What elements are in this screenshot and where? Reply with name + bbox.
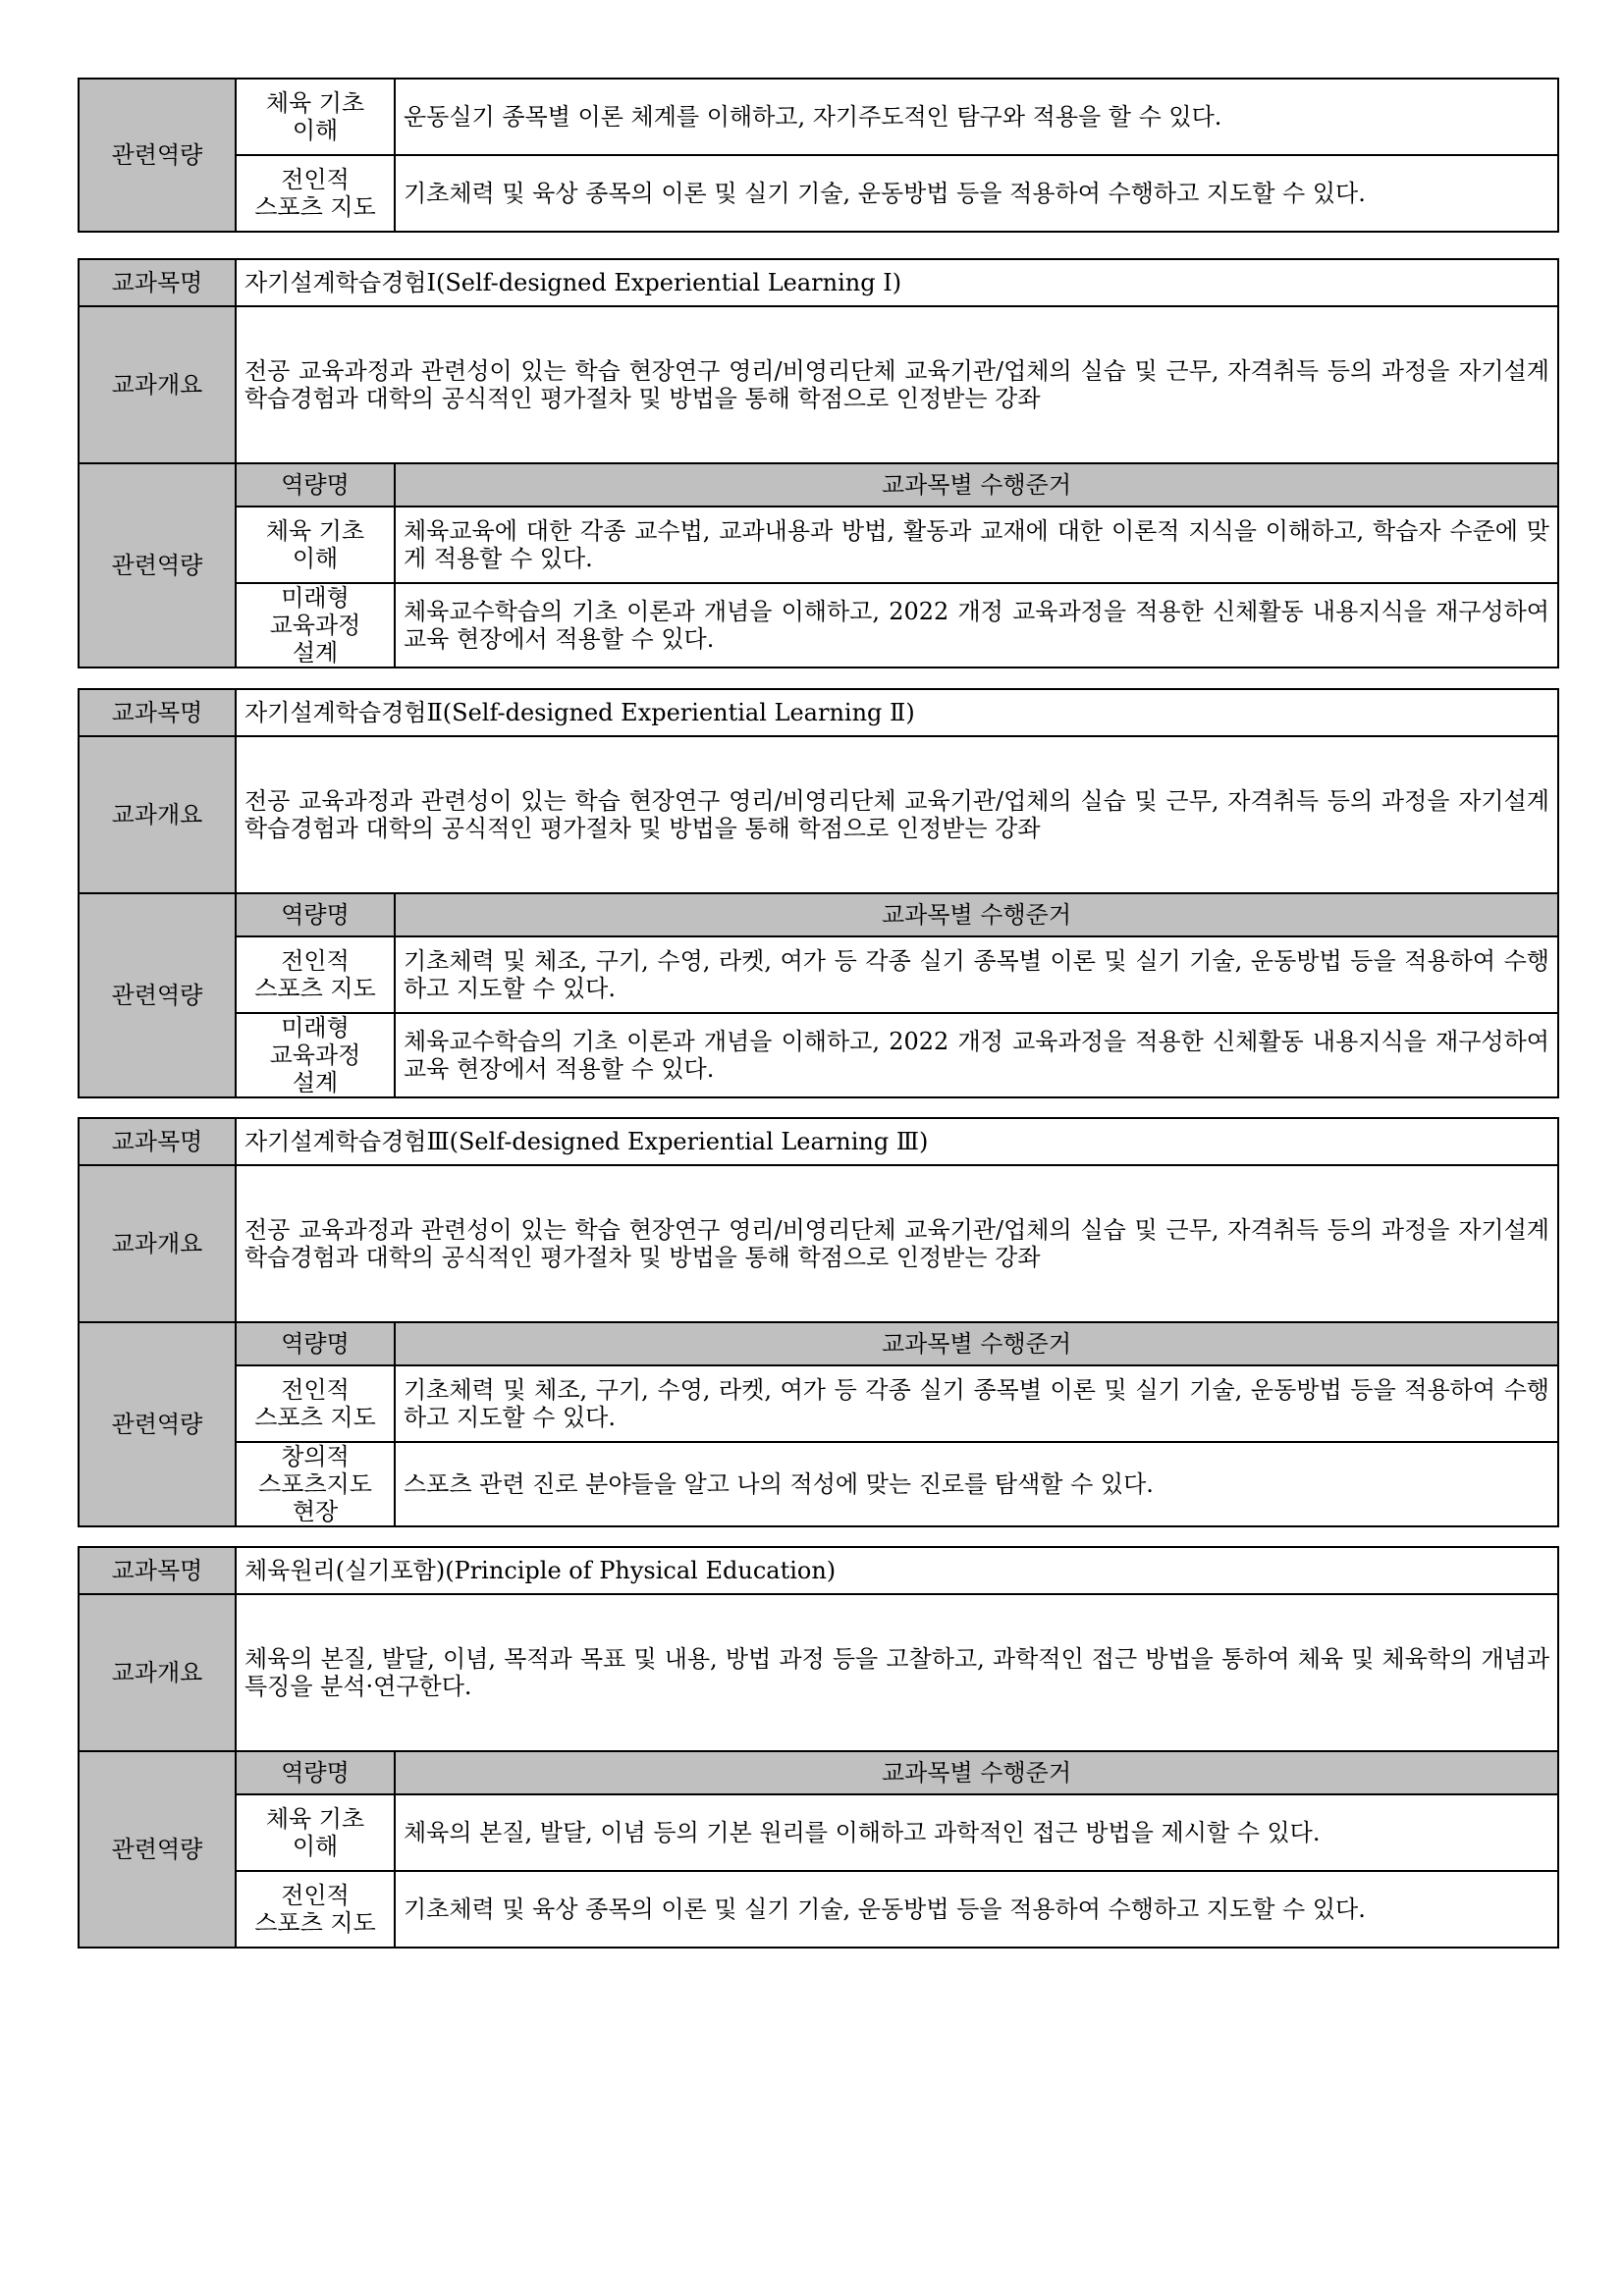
course-title: 자기설계학습경험Ⅰ(Self-designed Experiential Learning Ⅰ)	[236, 259, 1558, 306]
competency-criteria: 체육교수학습의 기초 이론과 개념을 이해하고, 2022 개정 교육과정을 적용한 신체활동 내용지식을 재구성하여 교육 현장에서 적용할 수 있다.	[395, 583, 1558, 667]
course-overview: 체육의 본질, 발달, 이념, 목적과 목표 및 내용, 방법 과정 등을 고찰하고, 과학적인 접근 방법을 통하여 체육 및 체육학의 개념과 특징을 분석·연구한다.	[236, 1594, 1558, 1751]
course-table-continued	[78, 78, 1559, 233]
related-competency-label: 관련역량	[79, 463, 236, 667]
competency-criteria: 기초체력 및 체조, 구기, 수영, 라켓, 여가 등 각종 실기 종목별 이론 및 실기 기술, 운동방법 등을 적용하여 수행하고 지도할 수 있다.	[395, 1365, 1558, 1442]
performance-criteria-header: 교과목별 수행준거	[395, 1751, 1558, 1794]
competency-criteria: 운동실기 종목별 이론 체계를 이해하고, 자기주도적인 탐구와 적용을 할 수 있다.	[395, 79, 1558, 155]
competency-name: 미래형 교육과정 설계	[236, 1013, 395, 1097]
course-overview-label: 교과개요	[79, 1594, 236, 1751]
course-title: 체육원리(실기포함)(Principle of Physical Education)	[236, 1547, 1558, 1594]
course-table	[78, 1546, 1559, 1949]
performance-criteria-header: 교과목별 수행준거	[395, 893, 1558, 936]
competency-name: 전인적 스포츠 지도	[236, 1365, 395, 1442]
course-overview: 전공 교육과정과 관련성이 있는 학습 현장연구 영리/비영리단체 교육기관/업체의 실습 및 근무, 자격취득 등의 과정을 자기설계 학습경험과 대학의 공식적인 평가절차 및 방법을 통해 학점으로 인정받는 강좌	[236, 306, 1558, 463]
course-table	[78, 258, 1559, 668]
competency-criteria: 기초체력 및 체조, 구기, 수영, 라켓, 여가 등 각종 실기 종목별 이론 및 실기 기술, 운동방법 등을 적용하여 수행하고 지도할 수 있다.	[395, 936, 1558, 1013]
course-overview-label: 교과개요	[79, 1165, 236, 1322]
competency-criteria: 기초체력 및 육상 종목의 이론 및 실기 기술, 운동방법 등을 적용하여 수행하고 지도할 수 있다.	[395, 155, 1558, 232]
related-competency-label: 관련역량	[79, 893, 236, 1097]
course-title: 자기설계학습경험Ⅱ(Self-designed Experiential Learning Ⅱ)	[236, 689, 1558, 736]
competency-name: 체육 기초 이해	[236, 79, 395, 155]
course-table	[78, 1117, 1559, 1527]
performance-criteria-header: 교과목별 수행준거	[395, 463, 1558, 507]
competency-name: 체육 기초 이해	[236, 1794, 395, 1871]
course-name-label: 교과목명	[79, 1118, 236, 1165]
course-title: 자기설계학습경험Ⅲ(Self-designed Experiential Learning Ⅲ)	[236, 1118, 1558, 1165]
course-overview-label: 교과개요	[79, 736, 236, 893]
competency-name: 체육 기초 이해	[236, 507, 395, 583]
course-overview-label: 교과개요	[79, 306, 236, 463]
competency-name: 전인적 스포츠 지도	[236, 1871, 395, 1948]
competency-name: 미래형 교육과정 설계	[236, 583, 395, 667]
course-overview: 전공 교육과정과 관련성이 있는 학습 현장연구 영리/비영리단체 교육기관/업체의 실습 및 근무, 자격취득 등의 과정을 자기설계 학습경험과 대학의 공식적인 평가절차 및 방법을 통해 학점으로 인정받는 강좌	[236, 1165, 1558, 1322]
competency-name: 전인적 스포츠 지도	[236, 155, 395, 232]
performance-criteria-header: 교과목별 수행준거	[395, 1322, 1558, 1365]
related-competency-label: 관련역량	[79, 1751, 236, 1948]
competency-criteria: 기초체력 및 육상 종목의 이론 및 실기 기술, 운동방법 등을 적용하여 수행하고 지도할 수 있다.	[395, 1871, 1558, 1948]
course-name-label: 교과목명	[79, 689, 236, 736]
competency-name-header: 역량명	[236, 1322, 395, 1365]
competency-name-header: 역량명	[236, 463, 395, 507]
course-name-label: 교과목명	[79, 259, 236, 306]
competency-criteria: 체육교육에 대한 각종 교수법, 교과내용과 방법, 활동과 교재에 대한 이론적 지식을 이해하고, 학습자 수준에 맞게 적용할 수 있다.	[395, 507, 1558, 583]
competency-criteria: 체육의 본질, 발달, 이념 등의 기본 원리를 이해하고 과학적인 접근 방법을 제시할 수 있다.	[395, 1794, 1558, 1871]
course-overview: 전공 교육과정과 관련성이 있는 학습 현장연구 영리/비영리단체 교육기관/업체의 실습 및 근무, 자격취득 등의 과정을 자기설계 학습경험과 대학의 공식적인 평가절차 및 방법을 통해 학점으로 인정받는 강좌	[236, 736, 1558, 893]
competency-criteria: 체육교수학습의 기초 이론과 개념을 이해하고, 2022 개정 교육과정을 적용한 신체활동 내용지식을 재구성하여 교육 현장에서 적용할 수 있다.	[395, 1013, 1558, 1097]
course-name-label: 교과목명	[79, 1547, 236, 1594]
related-competency-label: 관련역량	[79, 1322, 236, 1526]
competency-name-header: 역량명	[236, 893, 395, 936]
competency-name-header: 역량명	[236, 1751, 395, 1794]
related-competency-label: 관련역량	[79, 79, 236, 232]
competency-criteria: 스포츠 관련 진로 분야들을 알고 나의 적성에 맞는 진로를 탐색할 수 있다.	[395, 1442, 1558, 1526]
competency-name: 창의적 스포츠지도 현장	[236, 1442, 395, 1526]
competency-name: 전인적 스포츠 지도	[236, 936, 395, 1013]
course-table	[78, 688, 1559, 1098]
